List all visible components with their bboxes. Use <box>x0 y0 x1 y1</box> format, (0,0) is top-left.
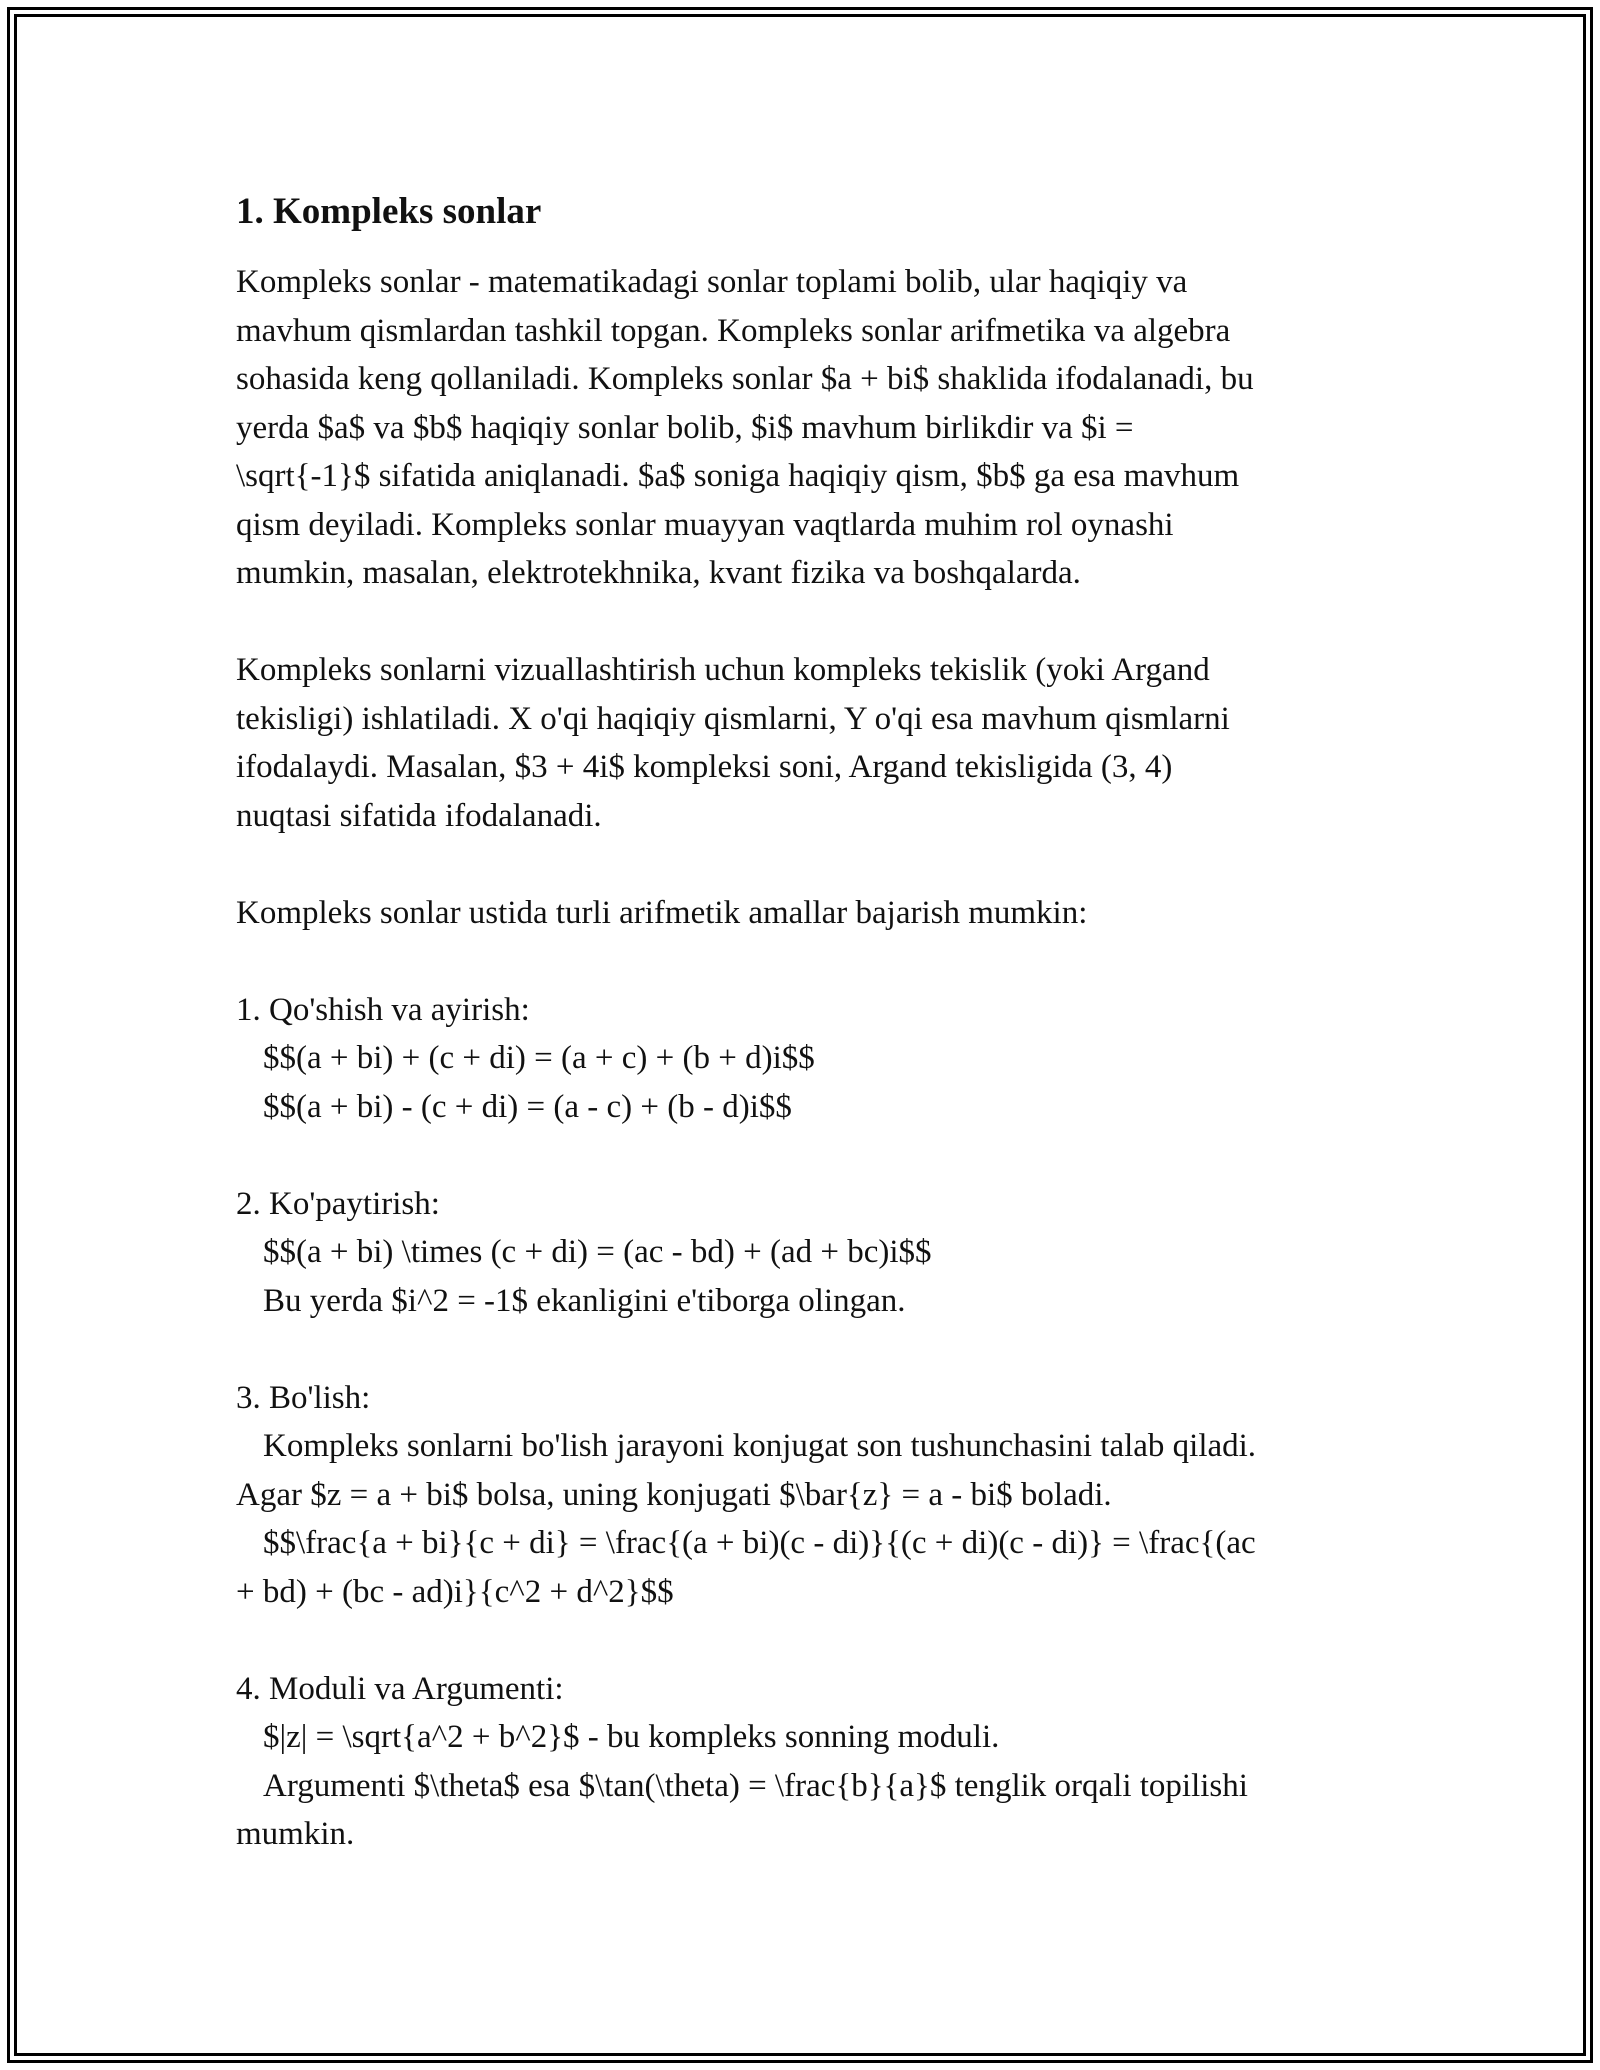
formula-line: $$(a + bi) - (c + di) = (a - c) + (b - d)i$$ <box>263 1088 792 1125</box>
text-line: Argumenti $\theta$ esa $\tan(\theta) = \frac{b}{a}$ tenglik orqali topilishi <box>263 1767 1248 1804</box>
text-line: ifodalaydi. Masalan, $3 + 4i$ kompleksi soni, Argand tekisligida (3, 4) <box>236 749 1173 785</box>
formula-line: $$\frac{a + bi}{c + di} = \frac{(a + bi)(c - di)}{(c + di)(c - di)} = \frac{(ac <box>263 1525 1256 1561</box>
paragraph-intro <box>236 258 1386 598</box>
section-addition-subtraction <box>236 986 1386 1132</box>
document-content <box>236 188 1386 1859</box>
text-line: mumkin, masalan, elektrotekhnika, kvant fizika va boshqalarda. <box>236 555 1081 591</box>
text-line: Kompleks sonlar - matematikadagi sonlar toplami bolib, ular haqiqiy va <box>236 264 1188 300</box>
text-line: tekisligi) ishlatiladi. X o'qi haqiqiy qismlarni, Y o'qi esa mavhum qismlarni <box>236 700 1230 737</box>
section-title: 3. Bo'lish: <box>236 1379 371 1416</box>
text-line: Agar $z = a + bi$ bolsa, uning konjugati $\bar{z} = a - bi$ boladi. <box>236 1476 1112 1513</box>
text-line: Bu yerda $i^2 = -1$ ekanligini e'tiborga olingan. <box>263 1282 906 1319</box>
text-line: Kompleks sonlarni vizuallashtirish uchun kompleks tekislik (yoki Argand <box>236 652 1210 688</box>
formula-line: $$(a + bi) \times (c + di) = (ac - bd) + (ad + bc)i$$ <box>263 1234 932 1270</box>
section-title: 2. Ko'paytirish: <box>236 1185 440 1222</box>
formula-line: + bd) + (bc - ad)i}{c^2 + d^2}$$ <box>236 1573 674 1610</box>
section-title: 1. Qo'shish va ayirish: <box>236 991 530 1028</box>
section-heading: 1. Kompleks sonlar <box>236 191 542 232</box>
text-line: yerda $a$ va $b$ haqiqiy sonlar bolib, $i$ mavhum birlikdir va $i = <box>236 409 1134 446</box>
formula-line: $$(a + bi) + (c + di) = (a + c) + (b + d)i$$ <box>263 1040 815 1076</box>
section-division <box>236 1374 1386 1617</box>
text-line: \sqrt{-1}$ sifatida aniqlanadi. $a$ soniga haqiqiy qism, $b$ ga esa mavhum <box>236 458 1240 494</box>
formula-line: $|z| = \sqrt{a^2 + b^2}$ - bu kompleks sonning moduli. <box>263 1719 1000 1755</box>
text-line: mavhum qismlardan tashkil topgan. Kompleks sonlar arifmetika va algebra <box>236 312 1231 349</box>
paragraph-visualization <box>236 646 1386 840</box>
paragraph-operations-intro <box>236 889 1386 938</box>
text-line: qism deyiladi. Kompleks sonlar muayyan vaqtlarda muhim rol oynashi <box>236 506 1174 543</box>
text-line: nuqtasi sifatida ifodalanadi. <box>236 797 602 834</box>
section-modulus-argument <box>236 1665 1386 1859</box>
section-multiplication <box>236 1180 1386 1326</box>
section-title: 4. Moduli va Argumenti: <box>236 1670 564 1707</box>
text-line: sohasida keng qollaniladi. Kompleks sonlar $a + bi$ shaklida ifodalanadi, bu <box>236 361 1254 397</box>
text-line: Kompleks sonlar ustida turli arifmetik amallar bajarish mumkin: <box>236 894 1088 931</box>
text-line: Kompleks sonlarni bo'lish jarayoni konjugat son tushunchasini talab qiladi. <box>263 1428 1257 1464</box>
text-line: mumkin. <box>236 1816 355 1852</box>
